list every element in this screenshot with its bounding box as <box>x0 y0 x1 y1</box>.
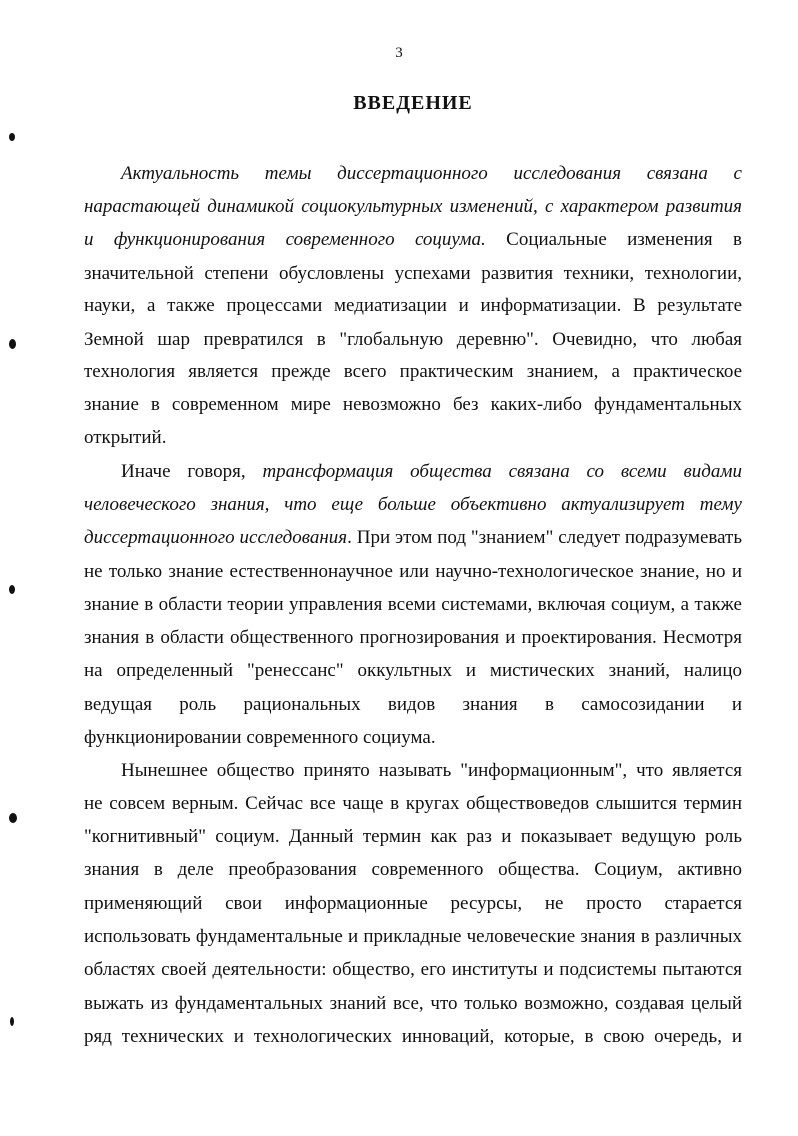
text-segment: технология является прежде всего практическим знанием, а практическое <box>84 361 742 382</box>
text-line <box>84 223 742 256</box>
text-line <box>84 289 742 322</box>
text-segment: "когнитивный" социум. Данный термин как раз и показывает ведущую роль <box>84 826 742 847</box>
text-segment: знания в области общественного прогнозирования и проектирования. Несмотря <box>84 627 742 648</box>
text-line <box>84 721 742 754</box>
text-segment: Нынешнее общество принято называть "информационным", что является <box>121 760 742 781</box>
text-segment: выжать из фундаментальных знаний все, что только возможно, создавая целый <box>84 993 742 1014</box>
text-segment: человеческого знания, что еще больше объективно актуализирует тему <box>84 494 742 515</box>
text-line <box>84 555 742 588</box>
text-segment: применяющий свои информационные ресурсы, не просто старается <box>84 893 742 914</box>
text-line <box>84 987 742 1020</box>
text-segment: областях своей деятельности: общество, его институты и подсистемы пытаются <box>84 959 742 980</box>
text-line <box>121 754 742 787</box>
text-segment: трансформация общества связана со всеми видами <box>262 461 742 482</box>
text-line <box>84 953 742 986</box>
text-segment: использовать фундаментальные и прикладные человеческие знания в различных <box>84 926 742 947</box>
text-segment: ведущая роль рациональных видов знания в самосозидании и <box>84 694 742 715</box>
page-number: 3 <box>395 45 403 61</box>
text-segment: Земной шар превратился в "глобальную деревню". Очевидно, что любая <box>84 329 742 350</box>
text-line <box>84 257 742 290</box>
text-segment: знание в области теории управления всеми системами, включая социум, а также <box>84 594 742 615</box>
text-segment: науки, а также процессами медиатизации и информатизации. В результате <box>84 295 742 316</box>
punch-mark <box>9 813 17 823</box>
punch-mark <box>9 133 15 141</box>
text-segment: не совсем верным. Сейчас все чаще в кругах обществоведов слышится термин <box>84 793 742 814</box>
text-line <box>84 488 742 521</box>
text-segment: Иначе говоря, <box>121 461 263 482</box>
text-segment: диссертационного исследования <box>84 527 348 548</box>
text-line <box>84 1020 742 1053</box>
text-line <box>84 920 742 953</box>
text-segment: открытий. <box>84 427 167 448</box>
text-line <box>84 323 742 356</box>
text-segment: функционировании современного социума. <box>84 727 436 748</box>
punch-mark <box>9 339 16 349</box>
text-line <box>84 421 742 454</box>
text-line <box>84 388 742 421</box>
text-line <box>121 157 742 190</box>
text-segment: не только знание естественнонаучное или научно-технологическое знание, но и <box>84 561 742 582</box>
text-segment: ряд технических и технологических инноваций, которые, в свою очередь, и <box>84 1026 742 1047</box>
text-line <box>84 588 742 621</box>
punch-mark <box>10 1017 14 1026</box>
text-line <box>84 787 742 820</box>
text-segment: нарастающей динамикой социокультурных изменений, с характером развития <box>84 196 742 217</box>
text-segment: значительной степени обусловлены успехами развития техники, технологии, <box>84 263 742 284</box>
text-line <box>84 820 742 853</box>
text-segment: знание в современном мире невозможно без каких-либо фундаментальных <box>84 394 742 415</box>
text-line <box>84 853 742 886</box>
text-line <box>84 355 742 388</box>
text-line <box>84 521 742 554</box>
text-line <box>84 621 742 654</box>
text-line <box>121 455 742 488</box>
text-segment: знания в деле преобразования современного общества. Социум, активно <box>84 859 742 880</box>
text-segment: Социальные изменения в <box>485 229 742 250</box>
text-segment: на определенный "ренессанс" оккультных и мистических знаний, налицо <box>84 660 742 681</box>
text-segment: . При этом под "знанием" следует подразумевать <box>347 527 743 548</box>
text-line <box>84 654 742 687</box>
text-line <box>84 887 742 920</box>
punch-mark <box>9 585 15 594</box>
text-segment: и функционирования современного социума. <box>84 229 486 250</box>
text-line <box>84 190 742 223</box>
page-title: ВВЕДЕНИЕ <box>353 92 473 114</box>
text-line <box>84 688 742 721</box>
text-segment: Актуальность темы диссертационного исследования связана с <box>121 163 742 184</box>
